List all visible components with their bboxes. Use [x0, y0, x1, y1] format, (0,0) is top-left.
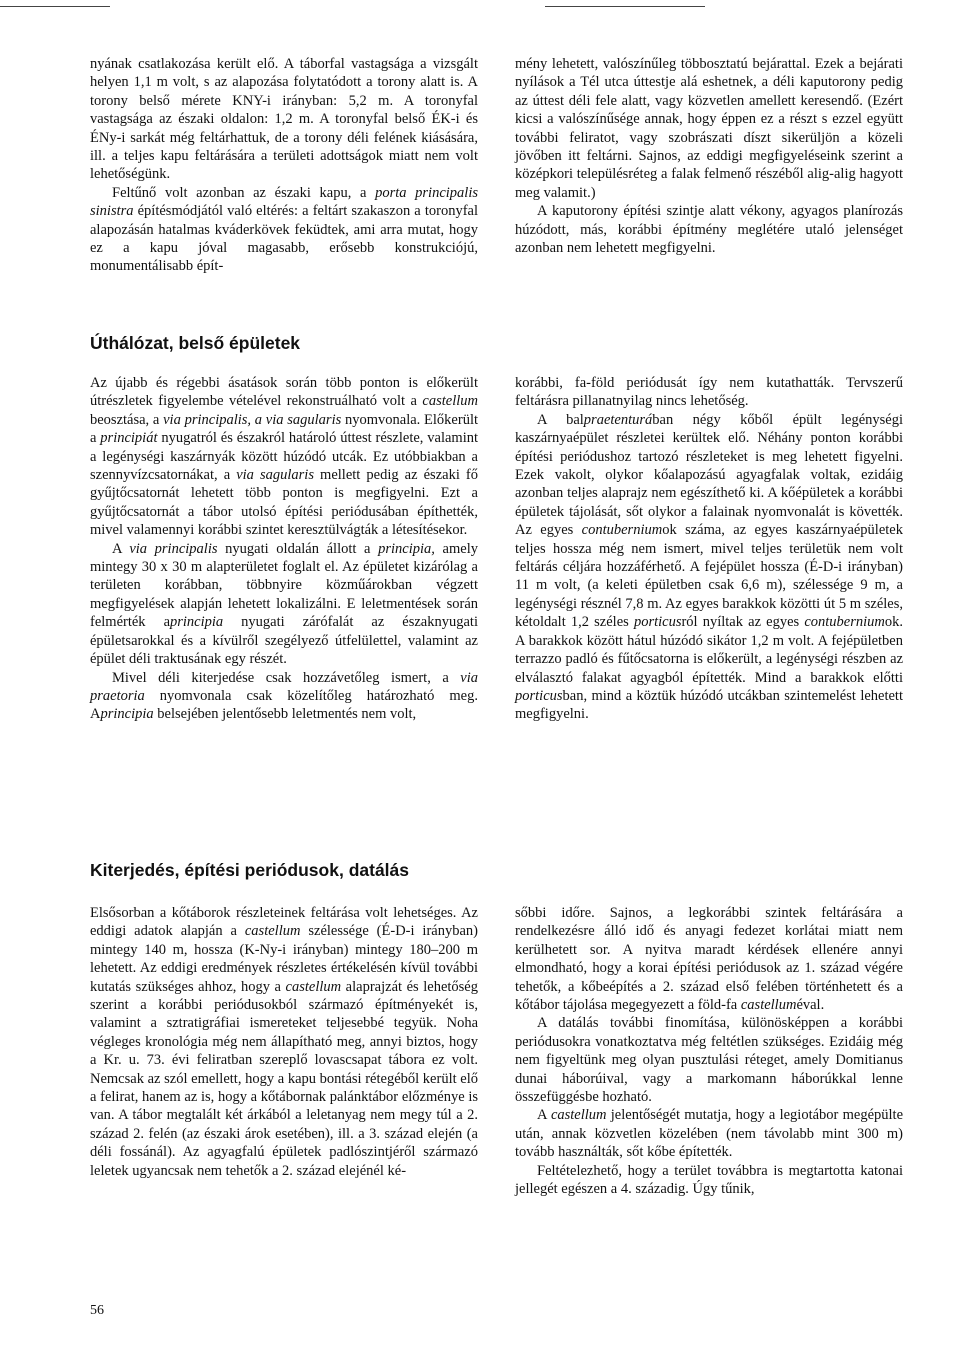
paragraph: nyának csatlakozása került elő. A táborfal vastagsága a vizsgált helyen 1,1 m volt, s az alapozása folytatódott a torony alatt is. A torony belső mérete KNY-i irányban: 5,2 m. A toronyfal vastagsága az északi oldalon: 1,2 m. A toronyfal belső ÉK-i és ÉNy-i sarkát még feltárhattuk, de a torony déli felének kiásására, ill. a teljes kapu feltárására a területi adottságok miatt nem volt lehetőségünk. — [90, 56, 478, 183]
section-heading-kiterjedes: Kiterjedés, építési periódusok, datálás — [90, 860, 409, 880]
paragraph: A castellum jelentőségét mutatja, hogy a legiotábor megépülte után, annak közvetlen közelében (nem távolabb mint 300 m) tovább használták, sőt kőbe építették. — [515, 1107, 904, 1161]
paragraph: mény lehetett, valószínűleg többosztatú bejárattal. Ezek a bejárati nyílások a Tél utca úttestje alá eshetnek, a déli kaputorony pedig az úttest déli fele alatt, vagy közvetlen amellett keresendő. (Ezért kicsi a valószínűsége annak, hogy éppen ez a részt s ezzel együtt további feliratot, vagy szobrászati díszt sikerüljön a közeli jövőben itt feltárni. Sajnos, az eddigi megfigyeléseink szerint a középkori településréteg a falak felmenő részéből alig-alig hagyott meg valamit.) — [515, 56, 903, 201]
section2-right-column — [515, 374, 903, 724]
paragraph: Elsősorban a kőtáborok részleteinek feltárása volt lehetséges. Az eddigi adatok alapján a castellum szélessége (É-D-i irányban) mintegy 140 m, hossza (K-Ny-i irányban) mintegy 180–200 m lehetett. Az eddigi eredmények részletes értékelésén kívül további kutatás szükséges ahhoz, hogy a castellum alaprajzát és lehetőség szerint a korábbi periódusokból származó építményekét is, valamint a sztratigráfiai ismereteket teljesebbé tegyük. Noha végleges kronológia még nem állapítható meg, annyi biztos, hogy a Kr. u. 73. évi feliratban szereplő lovascsapat tábora ez volt. Nemcsak az szól emellett, hogy a kapu bontási rétegéből került elő a felirat, hanem az is, hogy a kőtábornak palánktábor előzménye is van. A tábor megtalált két árkából a leletanyag nem megy túl a 2. század 2. felén (az északi árok esetében), ill. a 3. század elején (a déli fossánál). Az agyagfalú épületek padlószintjéről származó leletek ugyancsak nem tehetők a 2. század elejénél ké- — [90, 905, 478, 1179]
paragraph: korábbi, fa-föld periódusát így nem kutathatták. Tervszerű feltárásra pillanatnyilag nincs lehetőség. — [515, 375, 903, 410]
header-rule-left — [0, 6, 110, 7]
paragraph: Feltűnő volt azonban az északi kapu, a porta principalis sinistra építésmódjától való eltérés: a feltárt szakaszon a toronyfal alapozásán hatalmas kváderkövek feküdtek, ami arra mutat, hogy ez a kapu jóval magasabb, erősebb konstrukciójú, monumentálisabb épít- — [90, 184, 478, 275]
paragraph: sőbbi időre. Sajnos, a legkorábbi szintek feltárására a rendelkezésre álló idő és anyagi fedezet korlátai miatt nem kerülhetett sor. A nyitva maradt kérdések ellenére annyi elmondható, hogy a korai építési periódusok az 1. század végére tehetők, a kőbeépítés a 2. század első felében történhetett és a kőtábor tájolása megegyezett a föld-fa castelluméval. — [515, 905, 903, 1014]
section3-left-column — [90, 904, 478, 1180]
page-number: 56 — [90, 1303, 104, 1318]
paragraph: Mivel déli kiterjedése csak hozzávetőleg ismert, a via praetoria nyomvonala csak közelítőleg határozható meg. Aprincipia belsejében jelentősebb leletmentés nem volt, — [90, 669, 478, 723]
section2-left-column — [90, 374, 478, 724]
paragraph: A via principalis nyugati oldalán állott a principia, amely mintegy 30 x 30 m alapterületet foglalt el. Az épületet kizárólag a területen korábban, többnyire közműárokban végzett megfigyelések alapján lehetett lokalizálni. E leletmentések során felmérték aprincipia nyugati zárófalát az északnyugati épületsarokkal és a kívülről szegélyező útfelülettel, valamint az épület déli traktusának egy részét. — [90, 540, 478, 668]
paragraph: Az újabb és régebbi ásatások során több ponton is előkerült útrészletek figyelembe vételével rekonstruálható volt a castellum beosztása, a via principalis, a via sagularis nyomvonala. Előkerült a principiát nyugatról és északról határoló úttest részlete, valamint a legénységi kaszárnyák között húzódó utcák. Ez utóbbiakban a szennyvízcsatornákat, a via sagularis mellett pedig az északi fő gyűjtőcsatornát lehetett több ponton is megfigyelni. Ezt a gyűjtőcsatornát a tábor utolsó építési periódusában építhették, mivel valamennyi korábbi szintet keresztülvágták a létesítésekor. — [90, 375, 479, 539]
paragraph: A balpraetenturában négy kőből épült legénységi kaszárnyaépület részletei kerültek elő. Néhány ponton korábbi építési periódushoz tartozó részleteket is meg lehetett figyelni. Ezek vakolt, olykor kőalapozású agyagfalak voltak, ezidáig azonban teljes alaprajz nem egészíthető ki. A kőépületek a korábbi épületek tájolását, sőt olykor a falainak nyomvonalát is követték. Az egyes contuberniumok száma, az egyes kaszárnyaépületek teljes hossza még nem ismert, mivel teljes területük nem volt feltárás céljára hozzáférhető. A fejépület hossza (É-D-i irányban) 11 m volt, (a keleti épületben csak 6,6 m), szélessége 9 m, a legénységi résznél 7,8 m. Az egyes barakkok közötti út 5 m széles, kétoldalt 1,2 széles porticusról nyíltak az egyes contuberniumok. A barakkok között hátul húzódó sikátor 1,2 m volt. A fejépületben terrazzo padló és fűtőcsatorna is előkerült, a legénységi részben az elválasztó falakat agyagból építették. Mind a barakkok előtti porticusban, mind a köztük húzódó utcákban szintemelést lehetett megfigyelni. — [515, 411, 904, 723]
block1-left-column — [90, 55, 478, 276]
block1-right-column — [515, 55, 903, 257]
paragraph: A datálás további finomítása, különösképpen a korábbi periódusokra vonatkoztatva még feltétlen szükséges. Ezidáig még nem figyeltünk meg olyan pusztulási réteget, amely Domitianus dunai háborúival, vagy a markomann háborúkkal lenne összefüggésbe hozható. — [515, 1015, 903, 1106]
section-heading-uthalozat: Úthálózat, belső épületek — [90, 333, 301, 353]
section3-right-column — [515, 904, 903, 1199]
paragraph: Feltételezhető, hogy a terület továbbra is megtartotta katonai jellegét egészen a 4. századig. Úgy tűnik, — [515, 1162, 903, 1198]
header-rule-right — [545, 6, 705, 7]
paragraph: A kaputorony építési szintje alatt vékony, agyagos planírozás húzódott, más, korábbi építmény meglétére utaló jelenséget azonban nem lehetett megfigyelni. — [515, 203, 903, 257]
